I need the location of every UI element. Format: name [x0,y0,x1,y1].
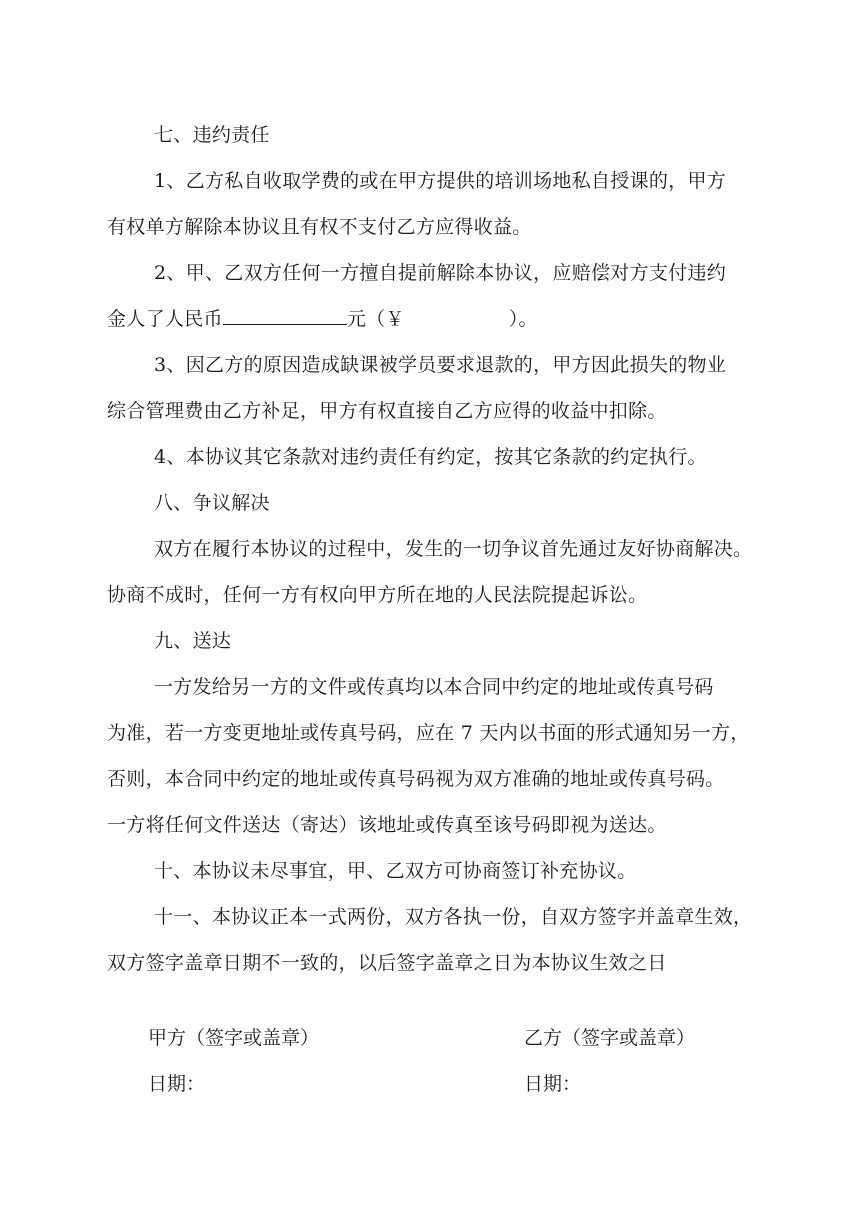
penalty-amount-label: 金人了人民币 [107,308,223,330]
section-10-line-1: 十、本协议未尽事宜，甲、乙双方可协商签订补充协议。 [154,860,637,882]
party-a-date-label: 日期： [148,1073,206,1095]
section-7-clause-2-line-1: 2、甲、乙双方任何一方擅自提前解除本协议，应赔偿对方支付违约 [154,262,727,284]
penalty-close-paren: ）。 [508,308,538,330]
party-a-signature-block [148,1015,319,1107]
party-a-signature-label: 甲方（签字或盖章） [148,1027,320,1049]
penalty-amount-blank [223,306,347,325]
section-7-clause-1-line-2: 有权单方解除本协议且有权不支付乙方应得收益。 [107,216,532,238]
penalty-yuan-label: 元（￥ [346,308,405,330]
section-11-line-1: 十一、本协议正本一式两份，双方各执一份，自双方签字并盖章生效， [154,906,753,928]
section-8-line-2: 协商不成时，任何一方有权向甲方所在地的人民法院提起诉讼。 [107,584,648,606]
party-b-date-label: 日期： [524,1073,582,1095]
section-7-title: 七、违约责任 [154,124,270,146]
section-9-title: 九、送达 [154,630,232,652]
section-8-line-1: 双方在履行本协议的过程中，发生的一切争议首先通过友好协商解决。 [154,538,753,560]
contract-body [107,112,767,986]
section-7-clause-4-line-1: 4、本协议其它条款对违约责任有约定，按其它条款的约定执行。 [154,446,707,468]
section-9-line-4: 一方将任何文件送达（寄达）该地址或传真至该号码即视为送达。 [107,814,667,836]
section-9-line-1: 一方发给另一方的文件或传真均以本合同中约定的地址或传真号码 [154,676,714,698]
party-b-signature-label: 乙方（签字或盖章） [524,1027,696,1049]
section-8-title: 八、争议解决 [154,492,270,514]
section-9-line-3: 否则，本合同中约定的地址或传真号码视为双方准确的地址或传真号码。 [107,768,725,790]
section-7-clause-1-line-1: 1、乙方私自收取学费的或在甲方提供的培训场地私自授课的，甲方 [154,170,727,192]
section-11-line-2: 双方签字盖章日期不一致的，以后签字盖章之日为本协议生效之日 [107,952,667,974]
section-7-clause-3-line-1: 3、因乙方的原因造成缺课被学员要求退款的，甲方因此损失的物业 [154,354,727,376]
section-7-clause-3-line-2: 综合管理费由乙方补足，甲方有权直接自乙方应得的收益中扣除。 [107,400,667,422]
party-b-signature-block [524,1015,695,1107]
section-7-clause-2-line-2 [107,296,767,342]
section-9-line-2: 为准，若一方变更地址或传真号码，应在 7 天内以书面的形式通知另一方， [107,722,750,744]
